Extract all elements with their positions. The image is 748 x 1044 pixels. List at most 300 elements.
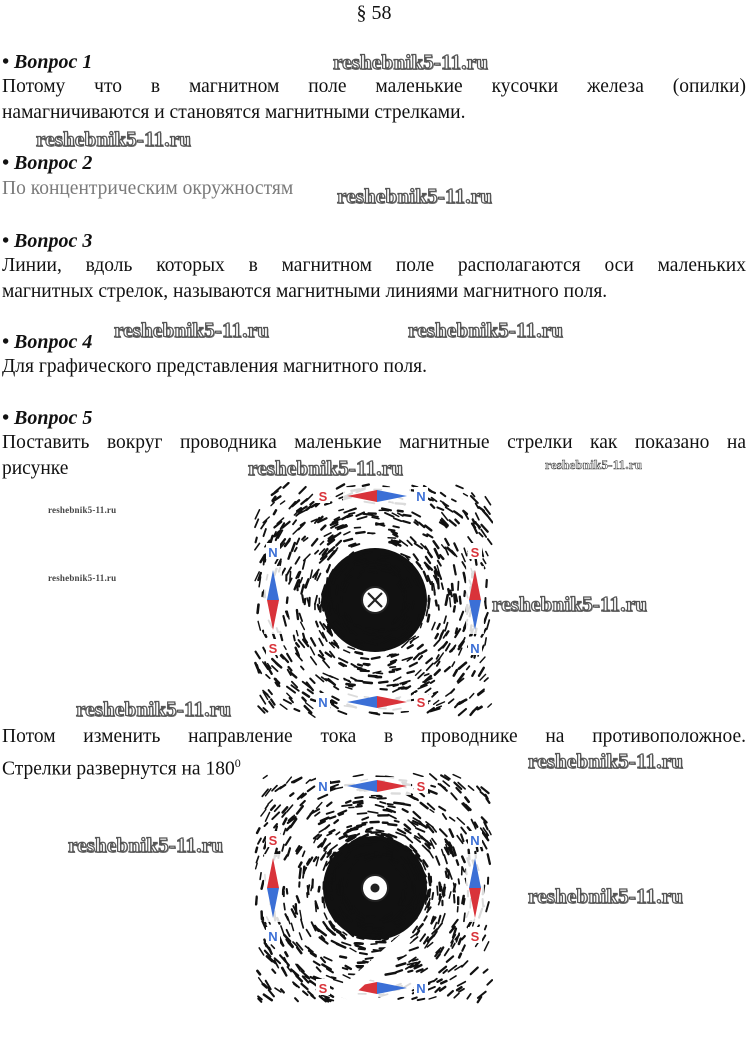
iron-filing bbox=[312, 539, 317, 546]
iron-filing bbox=[319, 639, 323, 646]
pole-label-n: N bbox=[318, 779, 328, 794]
pole-label-s: S bbox=[470, 545, 480, 560]
iron-filing bbox=[358, 803, 363, 805]
iron-filing bbox=[476, 513, 479, 520]
iron-filing bbox=[471, 711, 474, 715]
iron-filing bbox=[461, 828, 466, 834]
iron-filing bbox=[459, 709, 466, 715]
iron-filing bbox=[450, 591, 452, 597]
iron-filing bbox=[480, 657, 485, 663]
iron-filing bbox=[362, 817, 368, 819]
iron-filing bbox=[458, 582, 459, 590]
iron-filing bbox=[443, 970, 447, 973]
question-2-label: • Вопрос 2 bbox=[2, 152, 93, 174]
iron-filing bbox=[429, 997, 436, 999]
iron-filing bbox=[464, 913, 465, 921]
iron-filing bbox=[346, 801, 350, 803]
iron-filing bbox=[446, 644, 450, 651]
iron-filing bbox=[414, 887, 415, 894]
iron-filing bbox=[454, 565, 456, 574]
iron-filing bbox=[400, 681, 410, 684]
iron-filing bbox=[486, 902, 489, 911]
iron-filing bbox=[485, 926, 487, 930]
iron-filing bbox=[467, 994, 470, 999]
iron-filing bbox=[303, 693, 309, 697]
iron-filing bbox=[436, 601, 437, 606]
iron-filing bbox=[315, 812, 320, 816]
iron-filing bbox=[300, 578, 302, 583]
iron-filing bbox=[443, 642, 447, 647]
watermark: reshebnik5-11.ru bbox=[114, 318, 270, 342]
pole-label-n: N bbox=[268, 929, 278, 944]
iron-filing bbox=[349, 513, 354, 514]
iron-filing bbox=[428, 615, 429, 621]
pole-label-s: S bbox=[268, 641, 278, 656]
iron-filing bbox=[271, 806, 275, 810]
iron-filing bbox=[310, 502, 313, 505]
iron-filing bbox=[418, 645, 423, 649]
iron-filing bbox=[341, 934, 345, 938]
watermark: reshebnik5-11.ru bbox=[545, 457, 643, 472]
iron-filing bbox=[296, 643, 299, 646]
iron-filing bbox=[336, 541, 341, 546]
iron-filing bbox=[445, 667, 450, 671]
iron-filing bbox=[421, 650, 427, 653]
iron-filing bbox=[266, 675, 270, 678]
section-header: § 58 bbox=[356, 2, 392, 24]
watermark: reshebnik5-11.ru bbox=[48, 505, 117, 515]
iron-filing bbox=[376, 776, 385, 777]
iron-filing bbox=[487, 620, 490, 629]
iron-filing bbox=[308, 886, 309, 895]
iron-filing bbox=[265, 823, 268, 826]
iron-filing bbox=[443, 781, 449, 786]
iron-filing bbox=[283, 616, 286, 626]
iron-filing bbox=[407, 541, 412, 546]
iron-filing bbox=[356, 532, 364, 533]
iron-filing bbox=[446, 595, 448, 605]
iron-filing bbox=[468, 827, 471, 831]
iron-filing bbox=[343, 975, 351, 979]
iron-filing bbox=[414, 554, 418, 560]
iron-filing bbox=[324, 586, 325, 595]
iron-filing bbox=[442, 583, 443, 589]
iron-filing bbox=[320, 651, 323, 656]
pole-label-n: N bbox=[268, 545, 278, 560]
iron-filing bbox=[349, 869, 351, 873]
iron-filing bbox=[438, 916, 440, 924]
iron-filing bbox=[307, 811, 313, 819]
iron-filing bbox=[436, 634, 438, 638]
question-3-label: • Вопрос 3 bbox=[2, 230, 93, 252]
iron-filing bbox=[289, 667, 292, 670]
iron-filing bbox=[403, 891, 404, 900]
question-1-answer-line-1: Потому что в магнитном поле маленькие кусочки железа (опилки) bbox=[2, 76, 746, 97]
iron-filing bbox=[374, 929, 378, 930]
iron-filing bbox=[425, 689, 430, 693]
watermark: reshebnik5-11.ru bbox=[76, 697, 232, 721]
iron-filing bbox=[271, 503, 274, 506]
iron-filing bbox=[448, 966, 456, 972]
iron-filing bbox=[343, 968, 348, 969]
iron-filing bbox=[454, 606, 455, 611]
iron-filing bbox=[388, 804, 393, 805]
iron-filing bbox=[394, 518, 401, 521]
iron-filing bbox=[300, 868, 301, 878]
question-5-label: • Вопрос 5 bbox=[2, 407, 93, 429]
iron-filing bbox=[323, 673, 332, 677]
iron-filing bbox=[391, 638, 395, 639]
iron-filing bbox=[428, 552, 431, 557]
iron-filing bbox=[437, 886, 438, 895]
iron-filing bbox=[311, 779, 316, 781]
iron-filing bbox=[452, 584, 453, 590]
iron-filing bbox=[471, 968, 478, 975]
iron-filing bbox=[418, 673, 424, 678]
iron-filing bbox=[464, 494, 468, 496]
iron-filing bbox=[481, 787, 488, 793]
iron-filing bbox=[310, 570, 312, 578]
iron-filing bbox=[344, 650, 350, 653]
iron-filing bbox=[464, 899, 465, 905]
pole-label-s: S bbox=[416, 695, 426, 710]
iron-filing bbox=[272, 666, 278, 671]
iron-filing bbox=[259, 978, 263, 984]
right-compass-needle bbox=[466, 566, 484, 634]
iron-filing bbox=[454, 895, 455, 903]
degree-superscript: 0 bbox=[234, 756, 241, 770]
iron-filing bbox=[454, 670, 457, 675]
iron-filing bbox=[283, 819, 286, 825]
iron-filing bbox=[403, 603, 404, 610]
iron-filing bbox=[472, 820, 474, 824]
iron-filing bbox=[356, 563, 363, 564]
iron-filing bbox=[373, 630, 377, 631]
iron-filing bbox=[299, 487, 305, 493]
watermark: reshebnik5-11.ru bbox=[408, 318, 564, 342]
iron-filing bbox=[257, 828, 259, 833]
iron-filing bbox=[342, 805, 352, 806]
left-compass-needle bbox=[264, 566, 282, 634]
iron-filing bbox=[282, 845, 284, 851]
iron-filing bbox=[331, 977, 335, 978]
iron-filing bbox=[260, 873, 261, 880]
iron-filing bbox=[291, 923, 293, 930]
iron-filing bbox=[405, 883, 406, 887]
iron-filing bbox=[332, 697, 338, 700]
iron-filing bbox=[437, 662, 440, 666]
iron-filing bbox=[431, 505, 434, 508]
iron-filing bbox=[301, 801, 305, 805]
iron-filing bbox=[425, 526, 431, 531]
iron-filing bbox=[303, 698, 306, 701]
iron-filing bbox=[446, 872, 447, 878]
iron-filing bbox=[388, 824, 396, 825]
iron-filing bbox=[306, 584, 307, 588]
iron-filing bbox=[412, 486, 417, 488]
iron-filing bbox=[350, 509, 356, 511]
iron-filing bbox=[327, 812, 334, 814]
iron-filing bbox=[401, 804, 410, 806]
iron-filing bbox=[445, 539, 448, 545]
iron-filing bbox=[462, 857, 464, 862]
iron-filing bbox=[299, 863, 301, 867]
iron-filing bbox=[449, 699, 454, 703]
iron-filing bbox=[264, 995, 272, 1001]
iron-filing bbox=[369, 533, 373, 534]
iron-filing bbox=[459, 663, 466, 669]
iron-filing bbox=[398, 997, 403, 999]
conductor-current-into-page bbox=[362, 587, 388, 613]
iron-filing bbox=[319, 887, 320, 891]
iron-filing bbox=[432, 893, 433, 899]
iron-filing bbox=[390, 672, 394, 673]
iron-filing bbox=[372, 657, 380, 659]
iron-filing bbox=[442, 914, 445, 922]
iron-filing bbox=[317, 803, 322, 809]
iron-filing bbox=[395, 821, 399, 822]
iron-filing bbox=[480, 674, 486, 680]
iron-filing bbox=[344, 539, 352, 541]
iron-filing bbox=[327, 833, 332, 835]
iron-filing bbox=[297, 806, 303, 813]
iron-filing bbox=[315, 551, 318, 554]
iron-filing bbox=[470, 694, 474, 698]
reverse-current-text: Стрелки развернутся на 180 bbox=[2, 758, 235, 780]
iron-filing bbox=[314, 857, 317, 861]
iron-filing bbox=[408, 971, 412, 972]
iron-filing bbox=[358, 813, 367, 814]
iron-filing bbox=[451, 689, 454, 692]
iron-filing bbox=[371, 832, 380, 833]
top-compass-needle bbox=[343, 487, 411, 505]
iron-filing bbox=[421, 803, 428, 808]
iron-filing bbox=[301, 585, 303, 594]
iron-filing bbox=[337, 586, 338, 595]
iron-filing bbox=[426, 610, 427, 616]
iron-filing bbox=[432, 623, 435, 630]
iron-filing bbox=[464, 548, 467, 556]
iron-filing bbox=[459, 954, 461, 958]
iron-filing bbox=[361, 658, 368, 659]
iron-filing bbox=[284, 483, 289, 488]
iron-filing bbox=[483, 559, 486, 563]
iron-filing bbox=[302, 537, 305, 540]
iron-filing bbox=[301, 919, 303, 928]
iron-filing bbox=[257, 971, 260, 974]
iron-filing bbox=[366, 958, 373, 959]
iron-filing bbox=[441, 981, 446, 983]
iron-filing bbox=[376, 673, 382, 674]
question-2-answer: По концентрическим окружностям bbox=[2, 178, 294, 199]
iron-filing bbox=[453, 775, 460, 778]
pole-label-n: N bbox=[416, 981, 426, 996]
iron-filing bbox=[325, 825, 329, 828]
iron-filing bbox=[457, 860, 459, 865]
reverse-current-line-1: Потом изменить направление тока в проводнике на противоположное. bbox=[2, 726, 746, 747]
iron-filing bbox=[363, 485, 369, 486]
iron-filing bbox=[358, 517, 367, 520]
iron-filing bbox=[284, 646, 286, 650]
question-3-answer-line-2: магнитных стрелок, называются магнитными линиями магнитного поля. bbox=[2, 281, 608, 302]
iron-filing bbox=[310, 647, 314, 655]
iron-filing bbox=[287, 826, 291, 830]
iron-filing bbox=[485, 601, 486, 608]
iron-filing bbox=[438, 624, 440, 629]
dot-mark bbox=[371, 884, 380, 893]
iron-filing bbox=[346, 687, 352, 689]
iron-filing bbox=[320, 542, 323, 545]
iron-filing bbox=[344, 532, 350, 535]
iron-filing bbox=[299, 933, 301, 940]
iron-filing bbox=[431, 681, 435, 683]
iron-filing bbox=[450, 817, 455, 821]
iron-filing bbox=[401, 711, 408, 712]
iron-filing bbox=[449, 892, 451, 898]
iron-filing bbox=[280, 785, 285, 789]
iron-filing bbox=[297, 539, 300, 545]
iron-filing bbox=[263, 837, 265, 842]
top-compass-needle bbox=[343, 777, 411, 795]
iron-filing bbox=[289, 553, 291, 559]
iron-filing bbox=[406, 837, 412, 843]
iron-filing bbox=[268, 800, 272, 804]
iron-filing bbox=[388, 806, 395, 807]
iron-filing bbox=[280, 561, 281, 565]
iron-filing bbox=[272, 812, 279, 819]
iron-filing bbox=[295, 548, 297, 552]
iron-filing bbox=[442, 545, 445, 549]
iron-filing bbox=[414, 774, 424, 777]
iron-filing bbox=[302, 984, 308, 989]
iron-filing bbox=[403, 521, 410, 523]
iron-filing bbox=[382, 554, 389, 555]
iron-filing bbox=[405, 592, 406, 601]
iron-filing bbox=[286, 837, 291, 845]
iron-filing bbox=[256, 856, 258, 862]
iron-filing bbox=[387, 855, 391, 856]
iron-filing bbox=[378, 559, 384, 560]
iron-filing bbox=[311, 700, 315, 701]
iron-filing bbox=[420, 934, 425, 941]
iron-filing bbox=[368, 811, 378, 813]
iron-filing bbox=[459, 939, 461, 944]
iron-filing bbox=[323, 660, 329, 667]
iron-filing bbox=[370, 797, 376, 798]
iron-filing bbox=[344, 680, 349, 681]
iron-filing bbox=[412, 882, 413, 891]
iron-filing bbox=[386, 973, 396, 975]
iron-filing bbox=[454, 543, 457, 550]
iron-filing bbox=[262, 592, 263, 596]
iron-filing bbox=[300, 614, 303, 622]
iron-filing bbox=[442, 850, 444, 856]
iron-filing bbox=[479, 533, 483, 537]
iron-filing bbox=[301, 622, 305, 629]
iron-filing bbox=[427, 987, 435, 990]
iron-filing bbox=[482, 841, 486, 849]
iron-filing bbox=[438, 561, 441, 566]
iron-filing bbox=[489, 831, 491, 835]
iron-filing bbox=[430, 810, 434, 813]
iron-filing bbox=[434, 590, 435, 595]
iron-filing bbox=[399, 687, 404, 688]
iron-filing bbox=[462, 961, 468, 967]
iron-filing bbox=[434, 923, 436, 929]
iron-filing bbox=[330, 782, 339, 783]
watermark: reshebnik5-11.ru bbox=[492, 592, 648, 616]
iron-filing bbox=[391, 660, 396, 662]
iron-filing bbox=[393, 669, 400, 670]
watermark: reshebnik5-11.ru bbox=[248, 456, 404, 480]
iron-filing bbox=[418, 924, 423, 929]
iron-filing bbox=[438, 980, 442, 982]
iron-filing bbox=[300, 910, 302, 919]
iron-filing bbox=[292, 543, 295, 551]
iron-filing bbox=[332, 941, 339, 945]
iron-filing bbox=[458, 982, 466, 986]
iron-filing bbox=[418, 615, 419, 619]
iron-filing bbox=[331, 896, 332, 900]
iron-filing bbox=[334, 820, 338, 823]
iron-filing bbox=[398, 511, 403, 512]
iron-filing bbox=[358, 669, 365, 670]
iron-filing bbox=[263, 776, 267, 779]
iron-filing bbox=[264, 529, 266, 536]
iron-filing bbox=[432, 917, 434, 922]
pole-label-s: S bbox=[416, 779, 426, 794]
iron-filing bbox=[324, 913, 327, 919]
iron-filing bbox=[435, 670, 440, 675]
iron-filing bbox=[419, 656, 422, 659]
iron-filing bbox=[390, 667, 395, 668]
iron-filing bbox=[347, 684, 355, 685]
iron-filing bbox=[450, 598, 451, 607]
iron-filing bbox=[364, 682, 372, 683]
iron-filing bbox=[428, 576, 431, 584]
iron-filing bbox=[303, 991, 307, 995]
iron-filing bbox=[297, 896, 299, 902]
iron-filing bbox=[467, 666, 470, 669]
iron-filing bbox=[311, 883, 313, 890]
iron-filing bbox=[338, 711, 346, 714]
iron-filing bbox=[477, 787, 480, 791]
iron-filing bbox=[487, 515, 493, 523]
iron-filing bbox=[307, 495, 313, 501]
iron-filing bbox=[446, 507, 453, 511]
iron-filing bbox=[321, 526, 325, 530]
iron-filing bbox=[428, 936, 434, 942]
iron-filing bbox=[439, 807, 445, 811]
iron-filing bbox=[440, 633, 442, 638]
iron-filing bbox=[434, 640, 439, 646]
iron-filing bbox=[487, 980, 492, 985]
iron-filing bbox=[457, 818, 464, 825]
iron-filing bbox=[281, 501, 285, 504]
iron-filing bbox=[393, 526, 399, 527]
iron-filing bbox=[334, 687, 338, 690]
iron-filing bbox=[452, 499, 456, 501]
iron-filing bbox=[275, 988, 281, 992]
iron-filing bbox=[284, 700, 291, 704]
iron-filing bbox=[317, 967, 321, 971]
iron-filing bbox=[370, 857, 376, 858]
iron-filing bbox=[290, 793, 293, 796]
iron-filing bbox=[387, 685, 396, 686]
iron-filing bbox=[256, 538, 257, 543]
iron-filing bbox=[434, 541, 439, 548]
iron-filing bbox=[347, 486, 355, 487]
